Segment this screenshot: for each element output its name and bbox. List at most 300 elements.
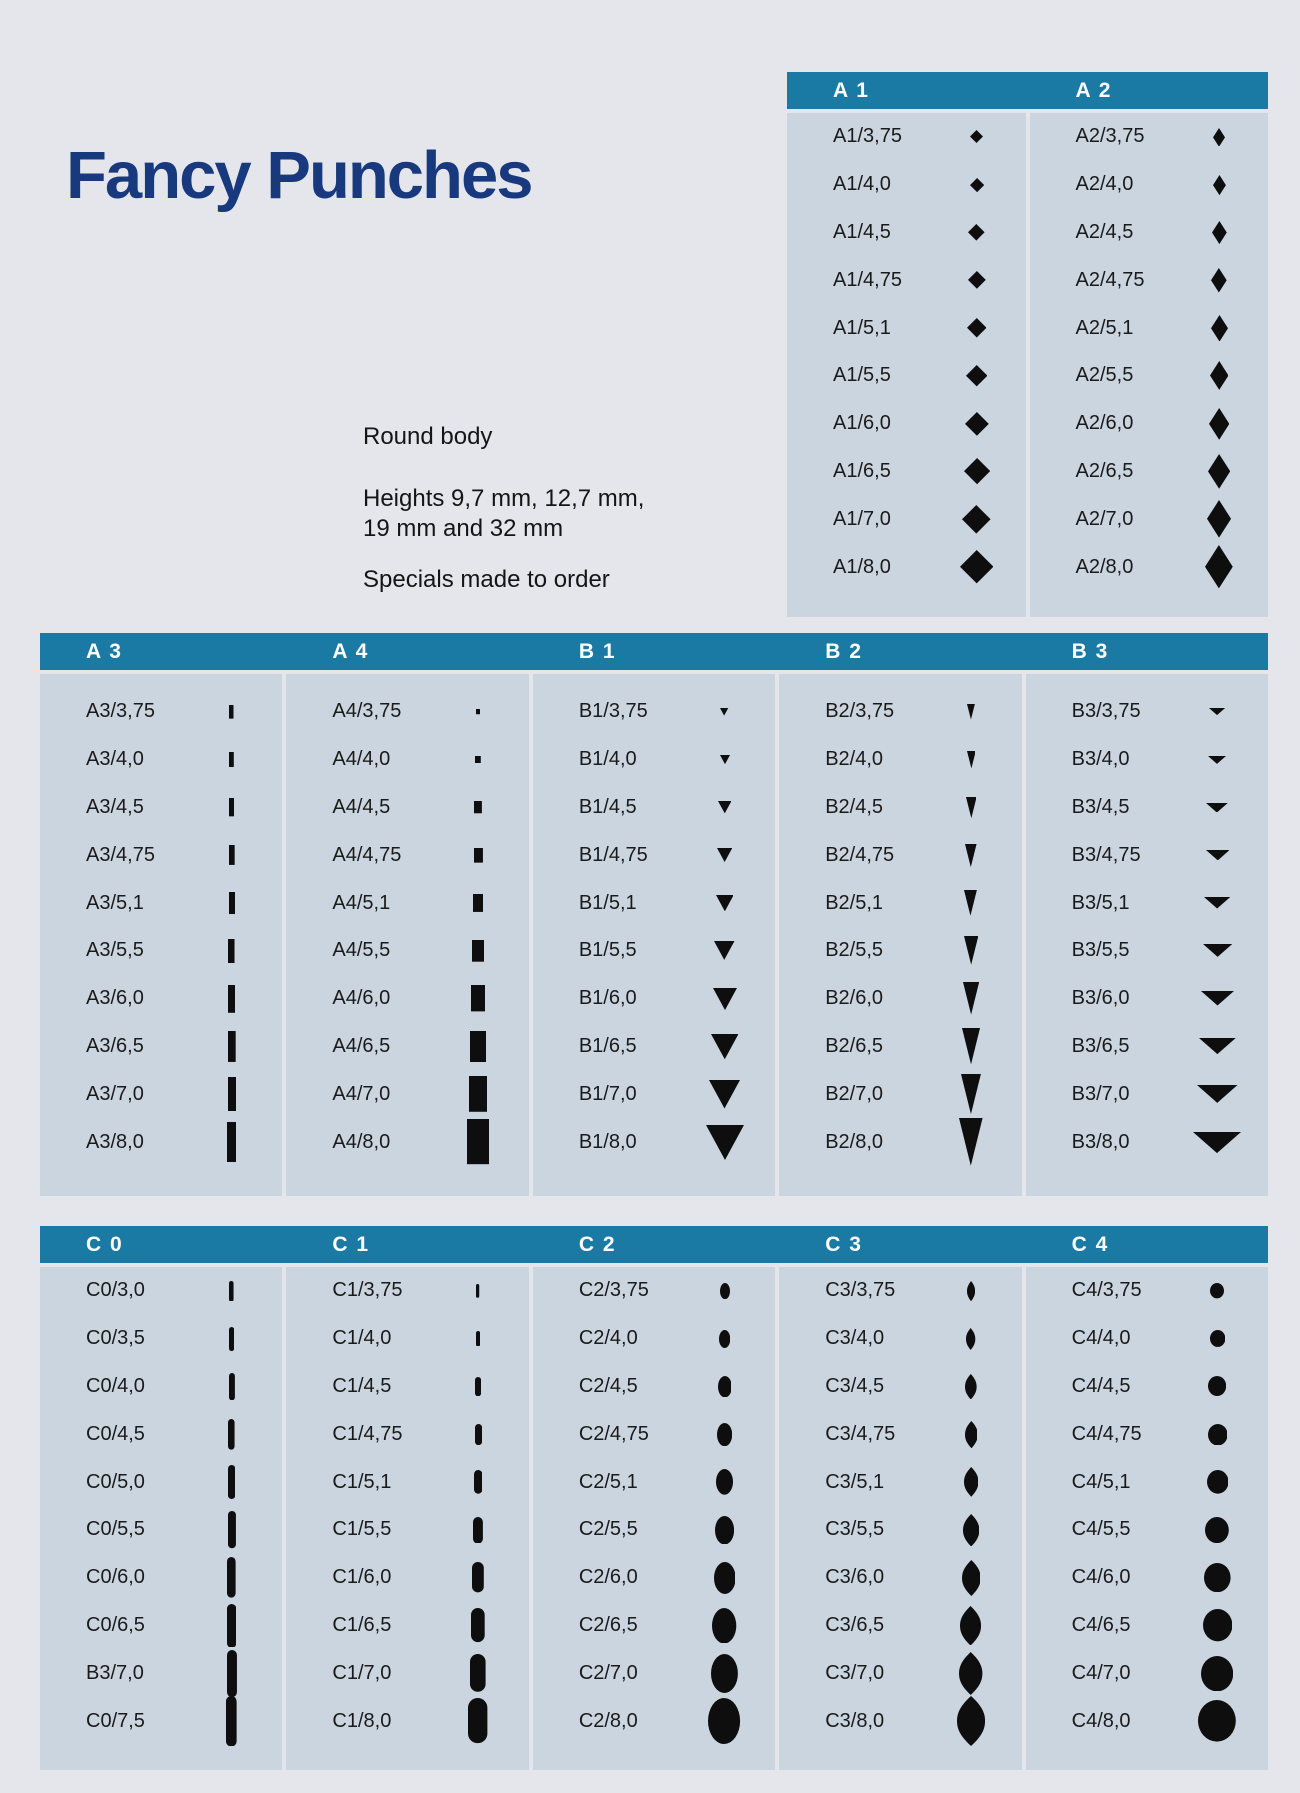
table-row	[1026, 784, 1268, 832]
table-header-label: C 3	[825, 1232, 863, 1256]
icon-cell	[1167, 850, 1268, 860]
table-row	[286, 1267, 528, 1315]
table-body	[40, 674, 1268, 1196]
table-row	[286, 784, 528, 832]
table-row	[1026, 1023, 1268, 1071]
row-label: B1/3,75	[578, 700, 648, 723]
icon-cell	[427, 801, 528, 813]
product-notes	[363, 423, 644, 594]
table-row	[286, 1458, 528, 1506]
row-label: C3/8,0	[825, 1709, 885, 1732]
table-header-cell-c3	[779, 1226, 1021, 1263]
table-row	[779, 784, 1021, 832]
circle-icon	[1208, 1424, 1228, 1446]
icon-cell	[920, 1606, 1021, 1646]
table-row	[1030, 209, 1269, 257]
icon-cell	[674, 1654, 775, 1693]
table-row	[533, 975, 775, 1023]
table-row	[779, 831, 1021, 879]
rounded-bar-icon	[228, 1419, 235, 1450]
table-row	[40, 1554, 282, 1602]
icon-cell	[1167, 1283, 1268, 1298]
table-row	[779, 879, 1021, 927]
row-label: B1/4,75	[578, 843, 648, 866]
table-row	[533, 1697, 775, 1745]
capsule-icon	[475, 1424, 482, 1445]
icon-cell	[181, 1604, 282, 1648]
triangle-down-icon	[717, 848, 732, 862]
table-header-label: C 1	[332, 1232, 370, 1256]
lens-icon	[959, 1652, 982, 1695]
table-row	[779, 1363, 1021, 1411]
wide-triangle-down-icon	[1199, 1038, 1236, 1054]
narrow-diamond-icon	[1208, 454, 1230, 489]
row-label: C1/4,5	[332, 1374, 392, 1397]
icon-cell	[181, 1122, 282, 1162]
circle-icon	[1205, 1517, 1229, 1543]
icon-cell	[427, 1517, 528, 1544]
table-row	[286, 1023, 528, 1071]
icon-cell	[920, 1467, 1021, 1497]
icon-cell	[1167, 1470, 1268, 1494]
row-label: C0/5,0	[86, 1470, 145, 1493]
icon-cell	[1167, 756, 1268, 764]
table-row	[286, 688, 528, 736]
bar-icon	[229, 798, 234, 816]
row-label: A2/4,5	[1075, 220, 1134, 243]
triangle-down-icon	[714, 941, 735, 960]
table-row	[779, 1697, 1021, 1745]
table-row	[286, 1602, 528, 1650]
icon-cell	[181, 892, 282, 914]
row-label: C4/3,75	[1071, 1279, 1142, 1302]
table-row	[533, 1315, 775, 1363]
table-panel-b3	[1026, 674, 1268, 1196]
row-label: C2/6,5	[578, 1613, 638, 1636]
table-header-label: B 3	[1071, 639, 1109, 663]
icon-cell	[1171, 175, 1269, 195]
icon-cell	[1171, 361, 1269, 390]
icon-cell	[427, 985, 528, 1011]
row-label: B2/6,0	[825, 987, 884, 1010]
table-header-label: C 4	[1071, 1232, 1109, 1256]
icon-cell	[674, 1562, 775, 1594]
row-label: C2/5,5	[578, 1518, 638, 1541]
icon-cell	[427, 1654, 528, 1692]
icon-cell	[181, 1511, 282, 1548]
table-panel-c4	[1026, 1267, 1268, 1770]
table-row	[1026, 688, 1268, 736]
lens-icon	[967, 1281, 975, 1301]
icon-cell	[674, 1283, 775, 1299]
icon-cell	[674, 1698, 775, 1744]
icon-cell	[181, 1696, 282, 1747]
row-label: C3/7,0	[825, 1661, 885, 1684]
table-row	[1026, 975, 1268, 1023]
icon-cell	[928, 505, 1026, 534]
row-label: C0/6,5	[86, 1613, 145, 1636]
icon-cell	[427, 1698, 528, 1743]
rectangle-icon	[472, 940, 484, 962]
table-row	[533, 1649, 775, 1697]
table-row	[779, 1118, 1021, 1166]
table-row	[1030, 256, 1269, 304]
table-row	[1026, 831, 1268, 879]
icon-cell	[920, 1652, 1021, 1695]
rounded-bar-icon	[226, 1696, 237, 1747]
icon-cell	[181, 1419, 282, 1450]
table-header-cell-a2	[1030, 72, 1269, 109]
table-row	[286, 1697, 528, 1745]
row-label: C2/4,75	[578, 1422, 649, 1445]
row-label: B1/4,5	[578, 795, 637, 818]
table-row	[1026, 927, 1268, 975]
row-label: B1/6,5	[578, 1034, 637, 1057]
table-row	[1026, 736, 1268, 784]
table-row	[40, 1697, 282, 1745]
row-label: A4/6,5	[332, 1034, 391, 1057]
table-row	[286, 736, 528, 784]
table-row	[40, 1458, 282, 1506]
rounded-bar-icon	[228, 1465, 235, 1499]
table-header-cell-b2	[779, 633, 1021, 670]
diamond-icon	[968, 224, 985, 241]
icon-cell	[928, 318, 1026, 337]
row-label: C1/7,0	[332, 1661, 392, 1684]
wide-triangle-down-icon	[1208, 756, 1226, 764]
table-row	[286, 831, 528, 879]
icon-cell	[674, 708, 775, 716]
table-row	[286, 1315, 528, 1363]
icon-cell	[920, 936, 1021, 965]
triangle-down-icon	[718, 801, 732, 813]
row-label: A1/5,1	[833, 316, 891, 339]
icon-cell	[674, 1516, 775, 1545]
narrow-diamond-icon	[1207, 500, 1231, 538]
icon-cell	[181, 1557, 282, 1598]
icon-cell	[1171, 545, 1269, 588]
icon-cell	[674, 941, 775, 960]
table-header-cell-b1	[533, 633, 775, 670]
row-label: B3/5,5	[1071, 939, 1130, 962]
rounded-bar-icon	[227, 1650, 237, 1697]
table-row	[779, 688, 1021, 736]
icon-cell	[181, 752, 282, 767]
table-header-label: A 1	[833, 78, 870, 102]
triangle-down-icon	[720, 708, 728, 716]
table-row	[286, 975, 528, 1023]
icon-cell	[928, 458, 1026, 484]
icon-cell	[920, 1696, 1021, 1746]
row-label: C3/4,75	[825, 1422, 896, 1445]
row-label: A2/4,0	[1075, 173, 1134, 196]
icon-cell	[181, 939, 282, 964]
row-label: A3/3,75	[86, 700, 155, 723]
icon-cell	[1167, 1517, 1268, 1543]
table-header-cell-c0	[40, 1226, 282, 1263]
icon-cell	[1167, 1609, 1268, 1641]
circle-icon	[1201, 1656, 1233, 1691]
diamond-icon	[965, 412, 989, 436]
table-header-cell-c2	[533, 1226, 775, 1263]
triangle-down-icon	[713, 988, 737, 1010]
icon-cell	[1171, 268, 1269, 293]
icon-cell	[674, 848, 775, 862]
icon-cell	[920, 1118, 1021, 1166]
icon-cell	[920, 751, 1021, 768]
table-row	[1026, 879, 1268, 927]
table-row	[1026, 1602, 1268, 1650]
narrow-diamond-icon	[1209, 408, 1229, 440]
row-label: C4/4,5	[1071, 1374, 1131, 1397]
table-row	[40, 736, 282, 784]
row-label: A1/7,0	[833, 507, 891, 530]
circle-icon	[1198, 1700, 1236, 1742]
table-row	[787, 352, 1026, 400]
oval-icon	[712, 1608, 736, 1644]
oval-icon	[715, 1516, 734, 1545]
oval-icon	[716, 1469, 733, 1495]
icon-cell	[181, 1327, 282, 1351]
row-label: A2/8,0	[1075, 555, 1134, 578]
row-label: A1/6,0	[833, 412, 891, 435]
table-panel-c2	[533, 1267, 775, 1770]
icon-cell	[920, 797, 1021, 818]
table-row	[1026, 1649, 1268, 1697]
table-row	[40, 1023, 282, 1071]
triangle-down-icon	[709, 1080, 740, 1109]
table-row	[40, 1410, 282, 1458]
table-body	[787, 113, 1268, 617]
row-label: A3/6,0	[86, 987, 144, 1010]
row-label: C1/6,0	[332, 1566, 392, 1589]
table-row	[779, 1023, 1021, 1071]
table-header-label: C 2	[578, 1232, 616, 1256]
row-label: C2/7,0	[578, 1661, 638, 1684]
table-row	[40, 975, 282, 1023]
icon-cell	[181, 1465, 282, 1499]
icon-cell	[427, 1331, 528, 1347]
diamond-icon	[966, 365, 987, 386]
table-row	[40, 927, 282, 975]
icon-cell	[928, 130, 1026, 143]
row-label: C4/6,5	[1071, 1613, 1131, 1636]
triangle-down-icon	[716, 895, 734, 911]
row-label: A2/3,75	[1075, 125, 1145, 148]
rectangle-icon	[474, 848, 483, 863]
circle-icon	[1203, 1609, 1232, 1641]
rectangle-icon	[476, 709, 481, 714]
row-label: A3/5,1	[86, 891, 144, 914]
oval-icon	[720, 1283, 730, 1299]
icon-cell	[674, 801, 775, 813]
rectangle-icon	[474, 801, 482, 813]
table-row	[286, 879, 528, 927]
row-label: B2/4,75	[825, 843, 895, 866]
row-label: B2/7,0	[825, 1082, 884, 1105]
icon-cell	[1167, 803, 1268, 813]
note-heights-line1: Heights 9,7 mm, 12,7 mm,	[363, 485, 645, 512]
table-row	[1026, 1363, 1268, 1411]
lens-icon	[965, 1421, 978, 1448]
lens-icon	[966, 1328, 975, 1350]
bar-icon	[229, 845, 235, 865]
table-header	[40, 1226, 1268, 1263]
icon-cell	[674, 1330, 775, 1348]
table-row	[533, 927, 775, 975]
icon-cell	[427, 756, 528, 764]
icon-cell	[181, 1650, 282, 1697]
table-panel-a1	[787, 113, 1026, 617]
wide-triangle-down-icon	[1203, 944, 1232, 957]
triangle-down-icon	[706, 1125, 744, 1160]
table-row	[533, 1602, 775, 1650]
icon-cell	[1171, 454, 1269, 489]
icon-cell	[674, 1080, 775, 1109]
wide-triangle-down-icon	[1197, 1085, 1238, 1103]
narrow-triangle-down-icon	[964, 890, 977, 916]
rounded-bar-icon	[229, 1281, 234, 1302]
table-row	[1030, 304, 1269, 352]
row-label: C2/4,5	[578, 1374, 638, 1397]
row-label: A4/5,1	[332, 891, 391, 914]
narrow-diamond-icon	[1211, 268, 1227, 293]
table-row	[779, 927, 1021, 975]
icon-cell	[674, 1469, 775, 1495]
row-label: A4/8,0	[332, 1130, 391, 1153]
table-row	[787, 304, 1026, 352]
oval-icon	[718, 1376, 732, 1398]
icon-cell	[427, 940, 528, 962]
icon-cell	[427, 1424, 528, 1445]
diamond-icon	[970, 130, 983, 143]
icon-cell	[181, 1031, 282, 1062]
diamond-icon	[964, 458, 990, 484]
rounded-bar-icon	[229, 1327, 234, 1351]
table-panel-c1	[286, 1267, 528, 1770]
table-row	[286, 1070, 528, 1118]
icon-cell	[1167, 1085, 1268, 1103]
table-row	[533, 784, 775, 832]
narrow-triangle-down-icon	[967, 704, 975, 720]
wide-triangle-down-icon	[1206, 850, 1230, 860]
row-label: B3/6,0	[1071, 987, 1130, 1010]
table-row	[779, 1267, 1021, 1315]
icon-cell	[674, 1376, 775, 1398]
table-row	[40, 1070, 282, 1118]
table-row	[1030, 448, 1269, 496]
row-label: A4/5,5	[332, 939, 391, 962]
table-row	[787, 256, 1026, 304]
icon-cell	[674, 988, 775, 1010]
row-label: B3/4,5	[1071, 795, 1130, 818]
icon-cell	[1167, 1038, 1268, 1054]
table-header-cell-c4	[1026, 1226, 1268, 1263]
row-label: B2/8,0	[825, 1130, 884, 1153]
row-label: C3/4,5	[825, 1374, 885, 1397]
narrow-triangle-down-icon	[961, 1074, 981, 1114]
icon-cell	[920, 844, 1021, 867]
row-label: C0/6,0	[86, 1566, 145, 1589]
table-row	[286, 1649, 528, 1697]
row-label: A4/4,75	[332, 843, 402, 866]
diamond-icon	[967, 318, 986, 337]
row-label: C1/4,0	[332, 1327, 392, 1350]
row-label: C3/5,1	[825, 1470, 885, 1493]
row-label: B3/5,1	[1071, 891, 1130, 914]
icon-cell	[920, 704, 1021, 720]
icon-cell	[427, 894, 528, 912]
row-label: C4/4,75	[1071, 1422, 1142, 1445]
oval-icon	[711, 1654, 738, 1693]
row-label: B3/6,5	[1071, 1034, 1130, 1057]
bar-icon	[229, 752, 234, 767]
triangle-down-icon	[720, 755, 730, 764]
row-label: A1/4,75	[833, 268, 902, 291]
wide-triangle-down-icon	[1193, 1132, 1241, 1153]
table-row	[1026, 1697, 1268, 1745]
row-label: A4/4,5	[332, 795, 391, 818]
row-label: A1/8,0	[833, 555, 891, 578]
table-row	[533, 1070, 775, 1118]
table-row	[787, 161, 1026, 209]
note-specials: Specials made to order	[363, 566, 610, 593]
note-heights	[363, 484, 644, 544]
rounded-bar-icon	[229, 1373, 235, 1400]
icon-cell	[1167, 1330, 1268, 1347]
wide-triangle-down-icon	[1204, 897, 1230, 909]
table-row	[1026, 1315, 1268, 1363]
capsule-icon	[476, 1331, 480, 1347]
table-header-cell-a1	[787, 72, 1026, 109]
punch-table-band	[787, 72, 1268, 617]
table-row	[40, 784, 282, 832]
icon-cell	[427, 1562, 528, 1592]
table-row	[779, 1070, 1021, 1118]
icon-cell	[928, 178, 1026, 192]
table-row	[787, 113, 1026, 161]
table-row	[1026, 1410, 1268, 1458]
row-label: C2/8,0	[578, 1709, 638, 1732]
row-label: A2/5,5	[1075, 364, 1134, 387]
table-row	[286, 1410, 528, 1458]
narrow-diamond-icon	[1212, 221, 1227, 244]
table-row	[1026, 1554, 1268, 1602]
narrow-triangle-down-icon	[966, 797, 977, 818]
row-label: A3/4,75	[86, 843, 155, 866]
row-label: B1/5,5	[578, 939, 637, 962]
icon-cell	[181, 1281, 282, 1302]
row-label: C2/5,1	[578, 1470, 638, 1493]
table-row	[286, 1506, 528, 1554]
icon-cell	[181, 985, 282, 1013]
table-row	[787, 400, 1026, 448]
row-label: B2/5,5	[825, 939, 884, 962]
table-row	[779, 1410, 1021, 1458]
rectangle-icon	[469, 1076, 487, 1112]
table-row	[40, 688, 282, 736]
row-label: B3/7,0	[86, 1661, 144, 1684]
narrow-diamond-icon	[1213, 175, 1226, 195]
table-row	[779, 1602, 1021, 1650]
row-label: A1/3,75	[833, 125, 902, 148]
table-header-cell-a3	[40, 633, 282, 670]
capsule-icon	[470, 1654, 486, 1692]
row-label: C1/5,1	[332, 1470, 392, 1493]
table-row	[779, 975, 1021, 1023]
table-panel-b2	[779, 674, 1021, 1196]
table-row	[533, 1458, 775, 1506]
